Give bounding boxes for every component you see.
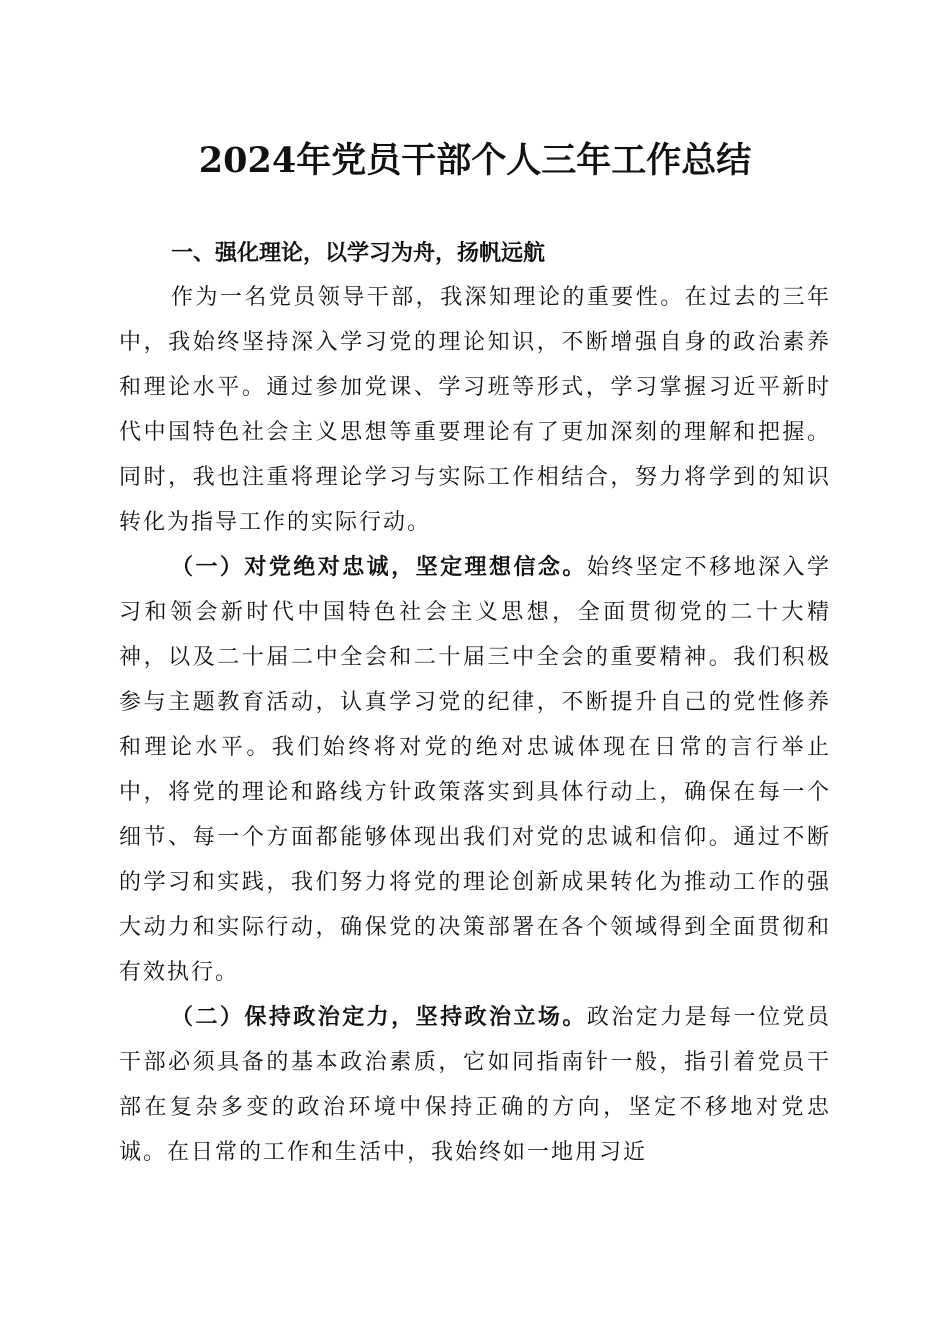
subsection-2-lead: （二）保持政治定力，坚持政治立场。 [171, 1004, 587, 1030]
subsection-2-paragraph [119, 995, 831, 1175]
document-body [119, 233, 831, 1175]
subsection-1-body: 始终坚定不移地深入学习和领会新时代中国特色社会主义思想，全面贯彻党的二十大精神，以及二十届二中全会和二十届三中全会的重要精神。我们积极参与主题教育活动，认真学习党的纪律，不断提升自己的党性修养和理论水平。我们始终将对党的绝对忠诚体现在日常的言行举止中，将党的理论和路线方针政策落实到具体行动上，确保在每一个细节、每一个方面都能够体现出我们对党的忠诚和信仰。通过不断的学习和实践，我们努力将党的理论创新成果转化为推动工作的强大动力和实际行动，确保党的决策部署在各个领域得到全面贯彻和有效执行。 [119, 555, 831, 985]
subsection-1-lead: （一）对党绝对忠诚，坚定理想信念。 [171, 554, 587, 580]
section-heading: 一、强化理论，以学习为舟，扬帆远航 [171, 241, 546, 266]
document-title: 2024年党员干部个人三年工作总结 [198, 140, 752, 181]
subsection-1-paragraph [119, 545, 831, 995]
section-intro-paragraph: 作为一名党员领导干部，我深知理论的重要性。在过去的三年中，我始终坚持深入学习党的理论知识，不断增强自身的政治素养和理论水平。通过参加党课、学习班等形式，学习掌握习近平新时代中国特色社会主义思想等重要理论有了更加深刻的理解和把握。同时，我也注重将理论学习与实际工作相结合，努力将学到的知识转化为指导工作的实际行动。 [119, 285, 831, 535]
subsection-2-body: 政治定力是每一位党员干部必须具备的基本政治素质，它如同指南针一般，指引着党员干部在复杂多变的政治环境中保持正确的方向，坚定不移地对党忠诚。在日常的工作和生活中，我始终如一地用习近 [119, 1005, 831, 1165]
